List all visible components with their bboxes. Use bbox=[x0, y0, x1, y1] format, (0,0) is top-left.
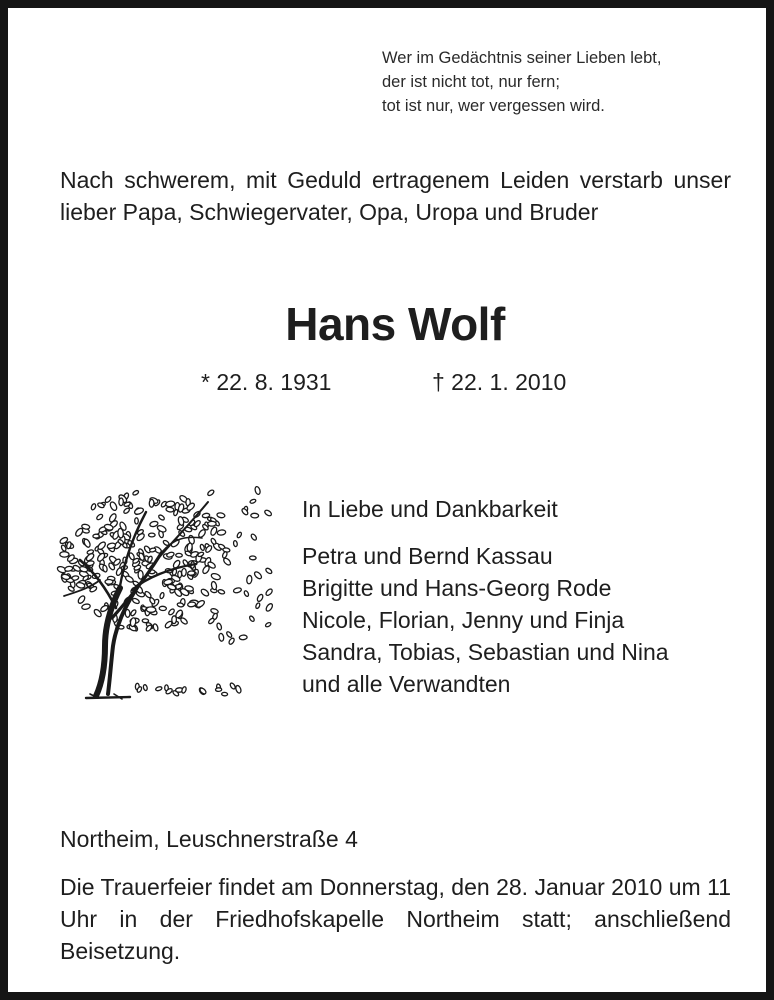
leaf-icon bbox=[250, 533, 257, 541]
leaf-icon bbox=[149, 533, 156, 537]
leaf-icon bbox=[226, 631, 233, 638]
leaf-icon bbox=[243, 590, 249, 597]
mourner-line: und alle Verwandten bbox=[302, 671, 511, 697]
leaf-icon bbox=[152, 623, 158, 631]
leaf-icon bbox=[253, 571, 262, 580]
leaf-icon bbox=[210, 526, 218, 536]
mourner-line: Brigitte und Hans-Georg Rode bbox=[302, 575, 612, 601]
leaf-icon bbox=[159, 606, 166, 611]
leaf-icon bbox=[187, 602, 196, 608]
leaf-icon bbox=[117, 528, 123, 538]
leaf-icon bbox=[200, 544, 206, 551]
leaf-icon bbox=[265, 603, 274, 613]
leaf-icon bbox=[235, 685, 242, 694]
leaf-icon bbox=[210, 608, 219, 615]
leaf-icon bbox=[135, 518, 139, 524]
leaf-icon bbox=[96, 513, 104, 520]
leaf-icon bbox=[216, 623, 222, 631]
deceased-name: Hans Wolf bbox=[285, 298, 505, 350]
leaf-icon bbox=[222, 551, 228, 559]
leaf-icon bbox=[159, 592, 164, 599]
leaf-icon bbox=[210, 572, 221, 580]
leaf-icon bbox=[166, 507, 174, 513]
leaf-icon bbox=[207, 489, 215, 496]
leaf-icon bbox=[146, 607, 156, 613]
leaf-icon bbox=[130, 609, 137, 617]
tree-with-falling-leaves-icon bbox=[50, 468, 276, 704]
leaf-icon bbox=[249, 615, 255, 622]
leaf-icon bbox=[246, 575, 252, 584]
leaf-icon bbox=[97, 541, 107, 551]
leaf-icon bbox=[93, 534, 100, 538]
mourner-line: Nicole, Florian, Jenny und Finja bbox=[302, 607, 625, 633]
motto-verse bbox=[382, 46, 762, 118]
leaf-icon bbox=[158, 514, 165, 521]
leaf-icon bbox=[229, 682, 236, 690]
birth-date: * 22. 8. 1931 bbox=[201, 369, 332, 395]
leaf-icon bbox=[239, 635, 247, 640]
leaf-icon bbox=[233, 540, 238, 547]
leaf-icon bbox=[149, 597, 156, 605]
leaf-icon bbox=[177, 602, 184, 607]
leaf-icon bbox=[77, 595, 86, 605]
leaf-icon bbox=[251, 513, 259, 518]
leaf-icon bbox=[60, 552, 69, 558]
leaf-icon bbox=[165, 501, 175, 508]
leaf-icon bbox=[228, 637, 235, 645]
leaf-icon bbox=[164, 620, 173, 629]
leaf-icon bbox=[109, 501, 118, 511]
leaf-icon bbox=[83, 538, 91, 548]
leaf-icon bbox=[149, 499, 154, 507]
mourner-line: Petra und Bernd Kassau bbox=[302, 543, 553, 569]
leaf-icon bbox=[178, 571, 182, 578]
leaf-icon bbox=[218, 633, 224, 641]
leaf-icon bbox=[123, 507, 130, 514]
leaf-icon bbox=[119, 498, 124, 506]
address-line: Northeim, Leuschnerstraße 4 bbox=[60, 826, 358, 852]
leaf-icon bbox=[155, 686, 162, 691]
leaf-icon bbox=[208, 521, 216, 526]
leaf-icon bbox=[215, 688, 221, 692]
leaf-icon bbox=[143, 684, 148, 691]
leaf-icon bbox=[176, 553, 183, 557]
leaf-icon bbox=[218, 589, 225, 595]
mourners-list bbox=[302, 540, 669, 700]
thanks-heading: In Liebe und Dankbarkeit bbox=[302, 496, 558, 522]
leaf-icon bbox=[256, 594, 264, 603]
leaf-icon bbox=[199, 687, 207, 695]
leaf-icon bbox=[105, 580, 113, 585]
leaf-icon bbox=[138, 570, 143, 579]
leaf-icon bbox=[236, 532, 242, 539]
leaf-icon bbox=[254, 486, 261, 495]
leaf-icon bbox=[217, 512, 226, 518]
leaf-icon bbox=[208, 617, 215, 624]
leaf-icon bbox=[188, 571, 196, 576]
leaf-icon bbox=[210, 538, 217, 545]
leaf-icon bbox=[91, 503, 97, 510]
motto-line: der ist nicht tot, nur fern; bbox=[382, 73, 560, 91]
leaf-icon bbox=[265, 622, 272, 628]
intro-text: Nach schwerem, mit Geduld ertragenem Leiden verstarb unser lieber Papa, Schwiegervater, Opa, Uropa und Bruder bbox=[60, 167, 731, 225]
leaf-icon bbox=[166, 551, 175, 558]
leaf-icon bbox=[132, 597, 140, 604]
death-date: † 22. 1. 2010 bbox=[432, 369, 567, 395]
leaf-icon bbox=[134, 507, 145, 515]
leaf-icon bbox=[200, 588, 210, 597]
leaf-icon bbox=[222, 692, 228, 696]
leaf-icon bbox=[249, 499, 256, 504]
leaf-icon bbox=[149, 548, 156, 553]
leaf-icon bbox=[187, 543, 193, 552]
motto-line: tot ist nur, wer vergessen wird. bbox=[382, 97, 605, 115]
leaf-icon bbox=[132, 490, 139, 496]
leaf-icon bbox=[168, 608, 176, 616]
mourner-line: Sandra, Tobias, Sebastian und Nina bbox=[302, 639, 669, 665]
leaf-icon bbox=[265, 567, 273, 574]
leaf-icon bbox=[255, 602, 261, 609]
leaf-icon bbox=[156, 524, 167, 533]
motto-line: Wer im Gedächtnis seiner Lieben lebt, bbox=[382, 49, 662, 67]
leaf-icon bbox=[233, 587, 242, 594]
leaf-icon bbox=[81, 603, 91, 610]
leaf-icon bbox=[181, 686, 187, 694]
leaf-icon bbox=[142, 619, 149, 623]
ceremony-info: Die Trauerfeier findet am Donnerstag, den 28. Januar 2010 um 11 Uhr in der Friedhofskapelle Northeim statt; anschließend Beisetzung. bbox=[60, 874, 731, 964]
leaf-icon bbox=[265, 588, 273, 597]
leaf-icon bbox=[264, 509, 273, 517]
leaf-icon bbox=[249, 556, 256, 560]
leaf-icon bbox=[217, 529, 226, 535]
